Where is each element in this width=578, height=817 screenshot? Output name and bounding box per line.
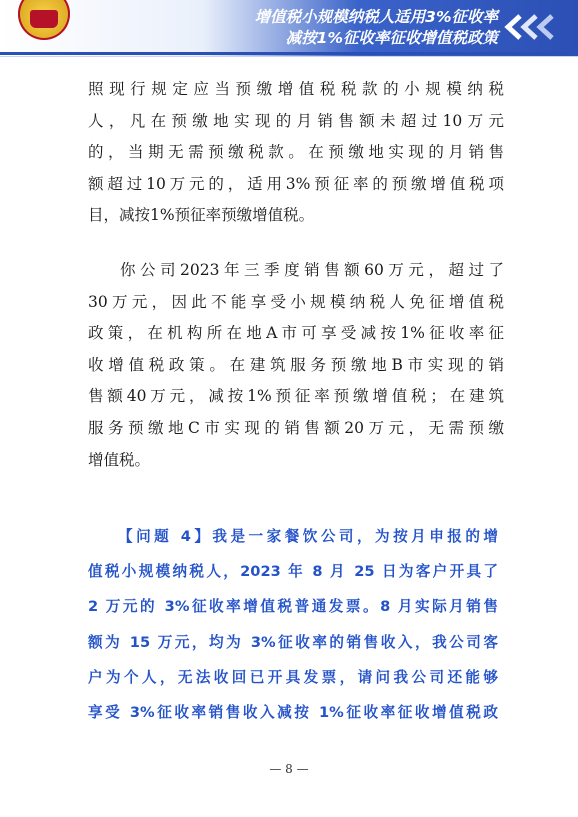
header-rule	[0, 52, 578, 55]
question-line: 2 万元的 3%征收率增值税普通发票。8 月实际月销售	[88, 598, 498, 616]
paragraph-2-line: 售额40万元，减按1%预征率预缴增值税；在建筑	[88, 387, 504, 406]
document-title	[255, 7, 498, 49]
chevron-left-icon	[498, 14, 568, 40]
paragraph-1-line: 人，凡在预缴地实现的月销售额未超过10万元	[88, 111, 504, 130]
paragraph-1-line: 目，减按1%预征率预缴增值税。	[88, 206, 315, 225]
title-line-2: 减按1%征收率征收增值税政策	[285, 29, 498, 47]
page-number: — 8 —	[269, 762, 309, 776]
question-4	[88, 519, 498, 730]
paragraph-2-line: 服务预缴地C市实现的销售额20万元，无需预缴	[88, 418, 504, 437]
tax-emblem-icon	[18, 0, 70, 40]
paragraph-1-line: 额超过10万元的，适用3%预征率的预缴增值税项	[88, 174, 504, 193]
paragraph-1-line: 照现行规定应当预缴增值税税款的小规模纳税	[88, 80, 504, 98]
question-line: 【问题 4】我是一家餐饮公司，为按月申报的增	[118, 528, 498, 545]
question-line: 值税小规模纳税人，2023 年 8 月 25 日为客户开具了	[88, 563, 498, 581]
paragraph-2-line: 你公司2023年三季度销售额60万元，超过了	[120, 261, 504, 279]
header-rule-light	[0, 56, 578, 57]
paragraph-1	[88, 74, 504, 232]
paragraph-2-line: 增值税。	[88, 450, 151, 469]
paragraph-2	[88, 255, 504, 476]
paragraph-2-line: 收增值税政策。在建筑服务预缴地B市实现的销	[88, 355, 504, 374]
title-line-1: 增值税小规模纳税人适用3%征收率	[254, 8, 498, 26]
paragraph-2-line: 政策，在机构所在地A市可享受减按1%征收率征	[88, 324, 504, 343]
question-line: 额为 15 万元，均为 3%征收率的销售收入，我公司客	[88, 633, 498, 651]
paragraph-2-line: 30万元，因此不能享受小规模纳税人免征增值税	[88, 292, 504, 311]
paragraph-1-line: 的，当期无需预缴税款。在预缴地实现的月销售	[88, 143, 504, 162]
header-banner	[0, 0, 578, 56]
question-line: 户为个人，无法收回已开具发票，请问我公司还能够	[88, 668, 498, 686]
question-line: 享受 3%征收率销售收入减按 1%征收率征收增值税政	[88, 704, 498, 722]
